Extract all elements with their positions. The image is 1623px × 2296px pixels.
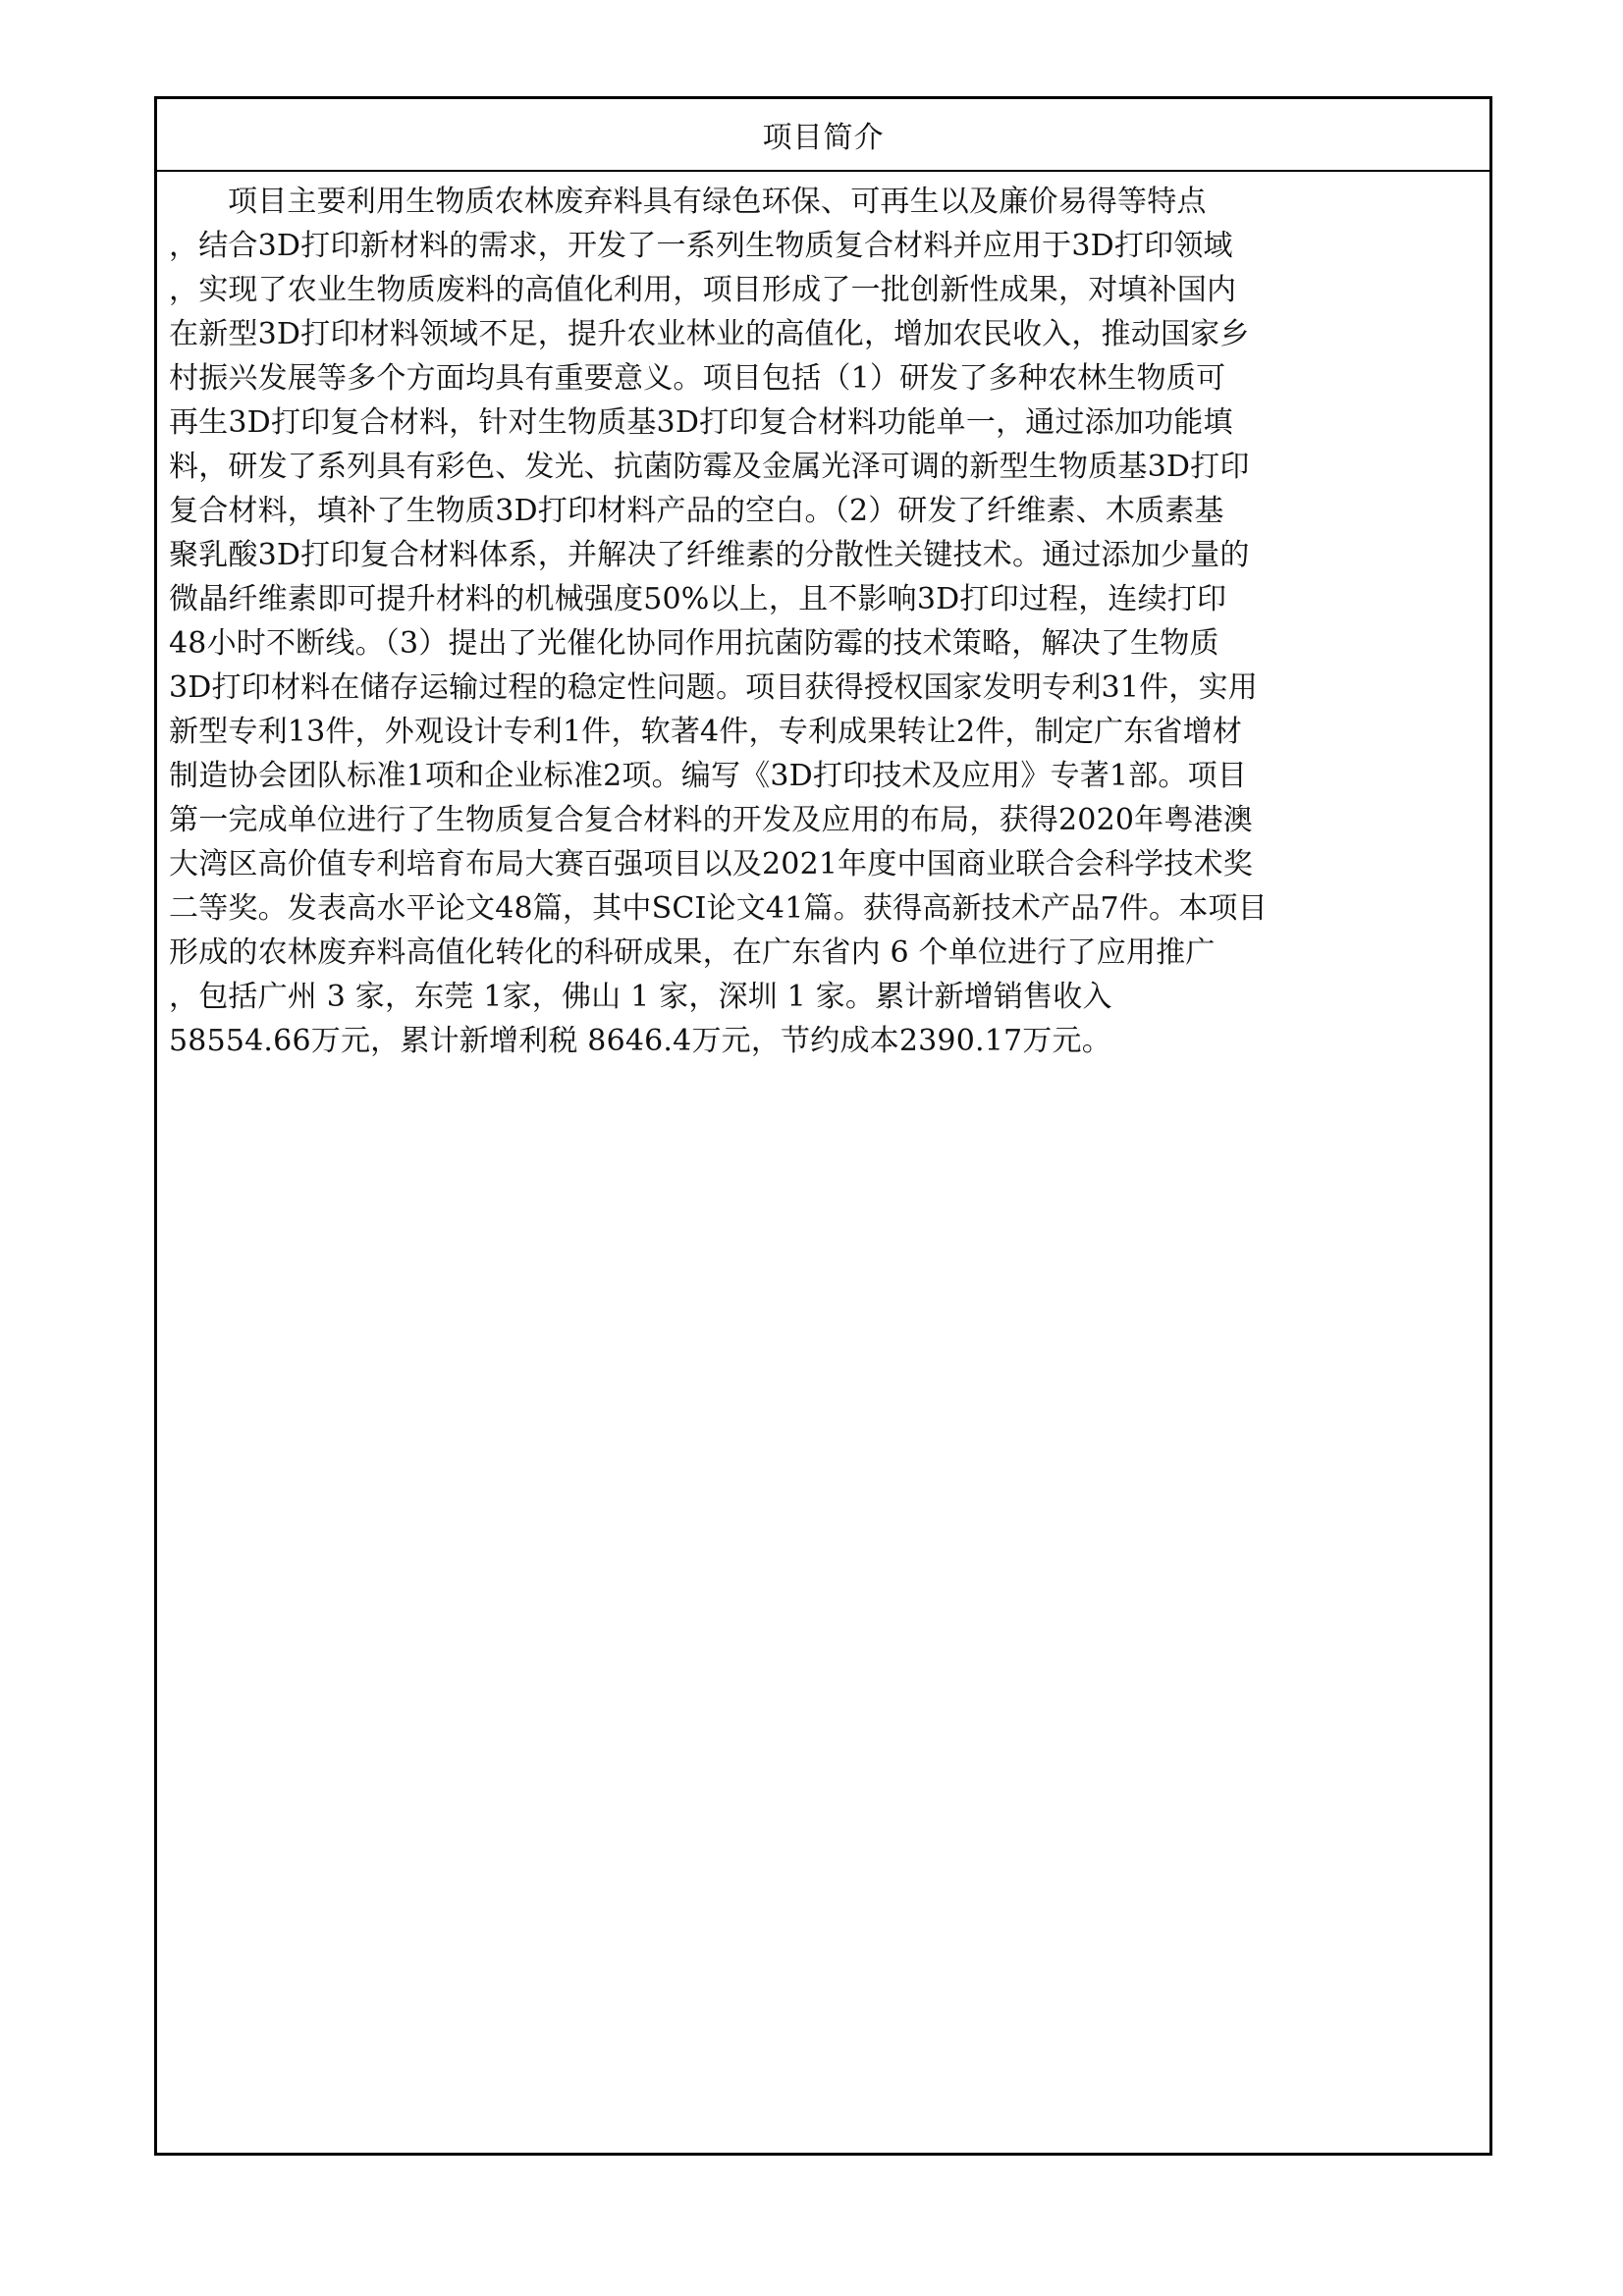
- paragraph-line: 村振兴发展等多个方面均具有重要意义。项目包括（1）研发了多种农林生物质可: [169, 361, 1226, 396]
- paragraph-line: 形成的农林废弃料高值化转化的科研成果，在广东省内 6 个单位进行了应用推广: [169, 935, 1216, 970]
- paragraph-line: 新型专利13件，外观设计专利1件，软著4件，专利成果转让2件，制定广东省增材: [169, 715, 1243, 749]
- paragraph-line: ，包括广州 3 家，东莞 1家，佛山 1 家，深圳 1 家。累计新增销售收入: [169, 980, 1112, 1014]
- paragraph-line: 3D打印材料在储存运输过程的稳定性问题。项目获得授权国家发明专利31件，实用: [169, 670, 1258, 705]
- project-summary-text: [169, 180, 1485, 1063]
- paragraph-line: 项目主要利用生物质农林废弃料具有绿色环保、可再生以及廉价易得等特点: [228, 185, 1207, 219]
- paragraph-line: 微晶纤维素即可提升材料的机械强度50%以上，且不影响3D打印过程，连续打印: [169, 582, 1227, 616]
- table-body-cell: [157, 170, 1489, 2153]
- form-table: [154, 96, 1492, 2156]
- paragraph-line: ，结合3D打印新材料的需求，开发了一系列生物质复合材料并应用于3D打印领域: [169, 229, 1233, 263]
- paragraph-line: 制造协会团队标准1项和企业标准2项。编写《3D打印技术及应用》专著1部。项目: [169, 759, 1247, 793]
- paragraph-line: 在新型3D打印材料领域不足，提升农业林业的高值化，增加农民收入，推动国家乡: [169, 317, 1250, 351]
- paragraph-line: ，实现了农业生物质废料的高值化利用，项目形成了一批创新性成果，对填补国内: [169, 273, 1237, 307]
- paragraph-line: 复合材料，填补了生物质3D打印材料产品的空白。（2）研发了纤维素、木质素基: [169, 494, 1224, 528]
- table-header-cell: [157, 99, 1489, 172]
- paragraph-line: 48小时不断线。（3）提出了光催化协同作用抗菌防霉的技术策略，解决了生物质: [169, 626, 1219, 661]
- paragraph-line: 再生3D打印复合材料，针对生物质基3D打印复合材料功能单一，通过添加功能填: [169, 405, 1233, 440]
- paragraph-line: 二等奖。发表高水平论文48篇，其中SCI论文41篇。获得高新技术产品7件。本项目: [169, 891, 1268, 926]
- paragraph-line: 58554.66万元，累计新增利税 8646.4万元，节约成本2390.17万元。: [169, 1024, 1111, 1058]
- paragraph-line: 大湾区高价值专利培育布局大赛百强项目以及2021年度中国商业联合会科学技术奖: [169, 847, 1253, 881]
- paragraph-line: 第一完成单位进行了生物质复合复合材料的开发及应用的布局，获得2020年粤港澳: [169, 803, 1253, 837]
- paragraph-line: 聚乳酸3D打印复合材料体系，并解决了纤维素的分散性关键技术。通过添加少量的: [169, 538, 1250, 572]
- section-title: 项目简介: [762, 121, 885, 155]
- paragraph-line: 料，研发了系列具有彩色、发光、抗菌防霉及金属光泽可调的新型生物质基3D打印: [169, 450, 1250, 484]
